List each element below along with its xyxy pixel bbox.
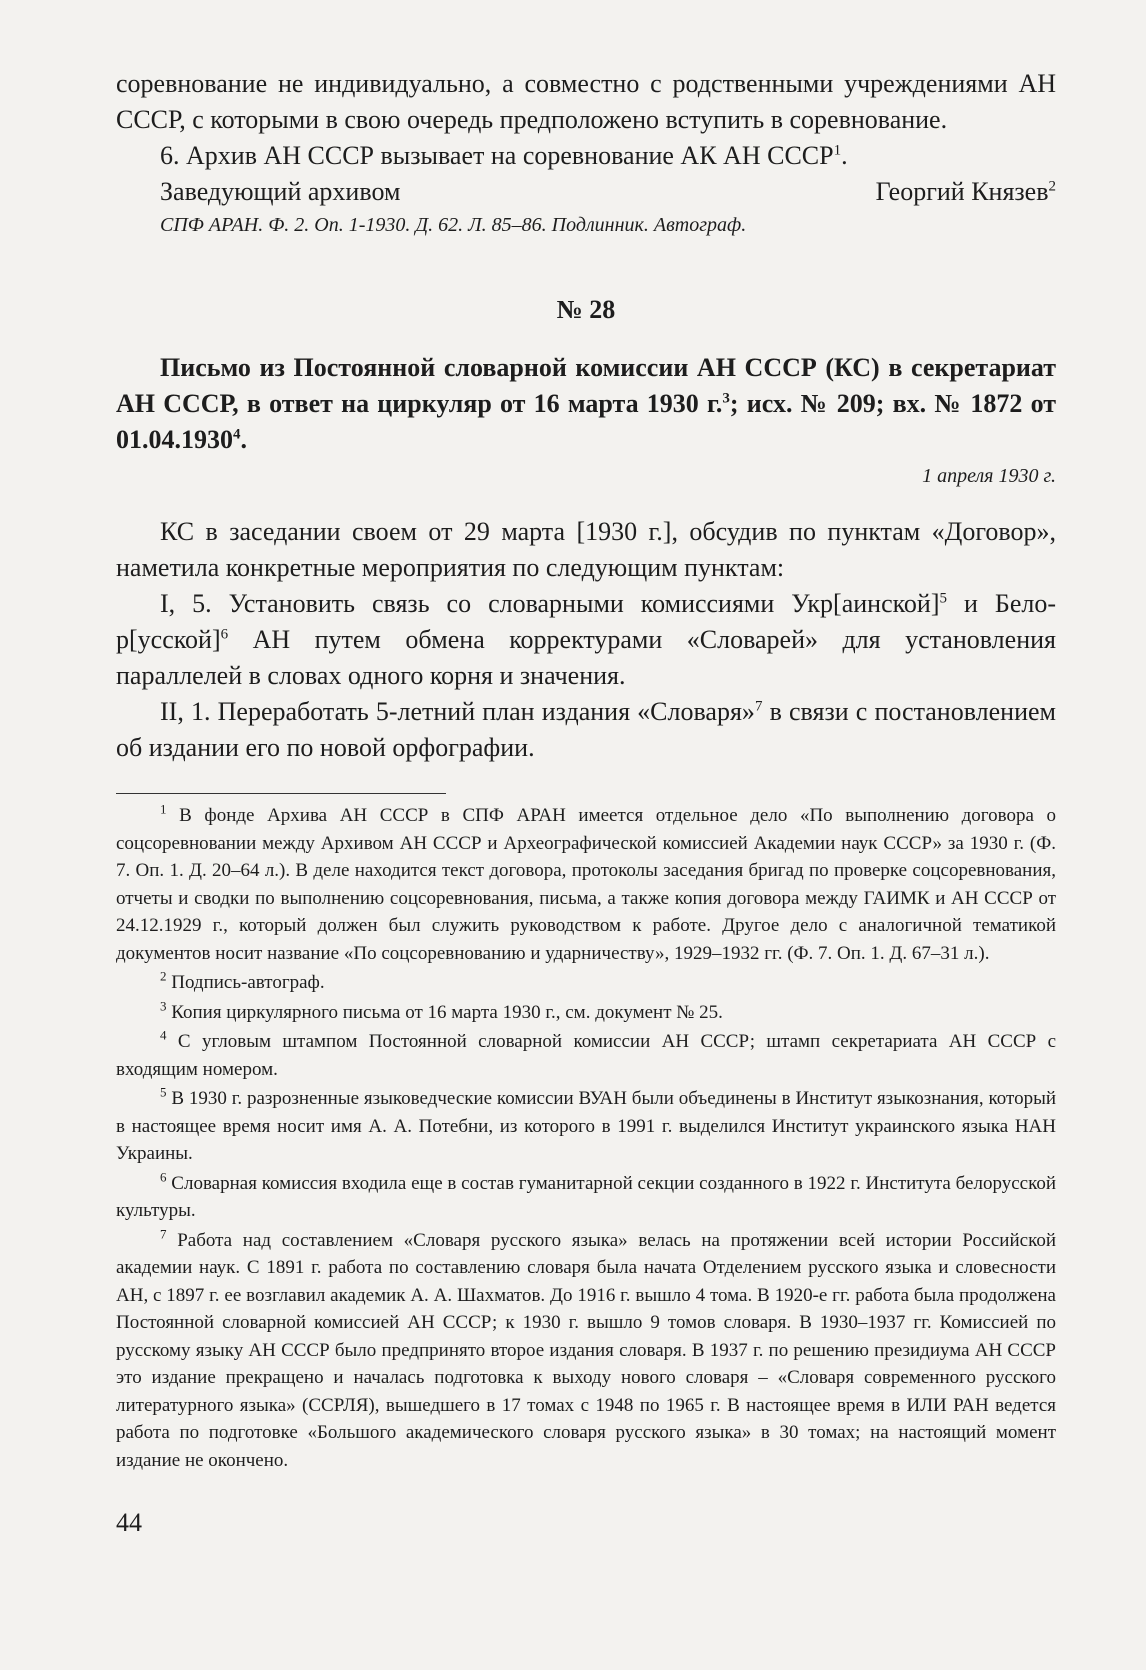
footnote-ref-7[interactable]: 7: [754, 698, 763, 715]
footnotes: [116, 802, 1056, 1476]
footnote-ref-4[interactable]: 4: [233, 426, 241, 443]
signature-line: [116, 174, 1056, 210]
body-paragraph-3: II, 1. Переработать 5-летний план издания «Словаря»$^7$ в связи с постановлением об издании его по новой орфографии.: [116, 697, 1056, 762]
signer-name: Георгий Князев$^2$: [875, 177, 1056, 206]
footnote-ref-1[interactable]: 1: [833, 142, 842, 159]
footnote-4: $^4$ С угловым штампом Постоянной словарной комиссии АН СССР; штамп секретариата АН СССР с входящим номером.: [116, 1027, 1057, 1080]
footnote-1: $^1$ В фонде Архива АН СССР в СПФ АРАН имеется отдельное дело «По выполнению договора о соцсоревновании между Архивом АН СССР и Археографической комиссией Академии наук СССР» за 1930 г. (Ф. 7. Оп. 1. Д. 20–64 л.). В деле находится текст договора, протоколы заседания бригад по проверке соцсоревнования, отчеты и сводки по выполнению соцсоревнования, письма, а также копия договора между ГАИМК и АН СССР от 24.12.1929 г., который должен был служить руководством к работе. Другое дело с аналогичной тематикой документов носит название «По соцсоревнованию и ударничеству», 1929–1932 гг. (Ф. 7. Оп. 1. Д. 67–31 л.).: [116, 801, 1057, 964]
body-paragraph-2: I, 5. Установить связь со словарными комиссиями Укр[аинской]$^5$ и Белор[усской]$^6$ АН путем обмена корректурами «Словарей» для установления параллелей в словах одного корня и значения.: [116, 589, 1057, 690]
footnote-ref-3[interactable]: 3: [722, 390, 730, 407]
document-heading: Письмо из Постоянной словарной комиссии АН СССР (КС) в секретариат АН СССР, в ответ на циркуляр от 16 марта 1930 г.$^3$; исх. № 209; вх. № 1872 от 01.04.1930$^4$.: [116, 353, 1057, 454]
footnote-6: $^6$ Словарная комиссия входила еще в состав гуманитарной секции созданного в 1922 г. Института белорусской культуры.: [116, 1169, 1056, 1221]
footnote-ref-2[interactable]: 2: [1048, 178, 1056, 195]
footnote-7: $^7$ Работа над составлением «Словаря русского языка» велась на протяжении всей истории Российской академии наук. С 1891 г. работа по составлению словаря была начата Отделением русского языка и словесности АН, с 1897 г. ее возглавил академик А. А. Шахматов. До 1916 г. вышло 4 тома. В 1920-е гг. работа была продолжена Постоянной словарной комиссией АН СССР; к 1930 г. вышло 9 томов словаря. В 1930–1937 гг. Комиссией по русскому языку АН СССР было предпринято второе издания словаря. В 1937 г. по решению президиума АН СССР это издание прекращено и началась подготовка к выходу нового словаря – «Словаря современного русского литературного языка» (ССРЛЯ), вышедшего в 17 томах с 1948 по 1965 г. В настоящее время в ИЛИ РАН ведется работа по подготовке «Большого академического словаря русского языка» в 30 томах; на настоящий момент издание не окончено.: [116, 1226, 1057, 1471]
point-6-paragraph: 6. Архив АН СССР вызывает на соревнование АК АН СССР$^1$.: [160, 141, 848, 170]
footnote-3: $^3$ Копия циркулярного письма от 16 марта 1930 г., см. документ № 25.: [160, 998, 723, 1023]
footnote-2: $^2$ Подпись-автограф.: [160, 968, 325, 993]
document-date: 1 апреля 1930 г.: [922, 465, 1056, 487]
document-number: № 28: [556, 295, 616, 324]
page-number: 44: [116, 1508, 142, 1537]
footnote-ref-6[interactable]: 6: [220, 626, 229, 643]
top-section: [116, 66, 1056, 240]
footnote-5: $^5$ В 1930 г. разрозненные языковедческие комиссии ВУАН были объединены в Институт языкознания, который в настоящее время носит имя А. А. Потебни, из которого в 1991 г. выделился Институт украинского языка НАН Украины.: [116, 1084, 1057, 1164]
document-28: [116, 292, 1056, 766]
footnote-ref-5[interactable]: 5: [939, 590, 947, 607]
continued-paragraph: соревнование не индивидуально, а совместно с родственными учреждениями АН СССР, с которыми в свою очередь предположено вступить в соревнование.: [116, 69, 1056, 134]
body-paragraph-1: КС в заседании своем от 29 марта [1930 г.], обсудив по пунктам «Договор», наметила конкретные мероприятия по следующим пунктам:: [116, 517, 1056, 582]
signer-title: Заведующий архивом: [160, 177, 401, 206]
archival-source: СПФ АРАН. Ф. 2. Оп. 1-1930. Д. 62. Л. 85–86. Подлинник. Автограф.: [160, 214, 747, 236]
footnote-divider: [116, 793, 446, 794]
